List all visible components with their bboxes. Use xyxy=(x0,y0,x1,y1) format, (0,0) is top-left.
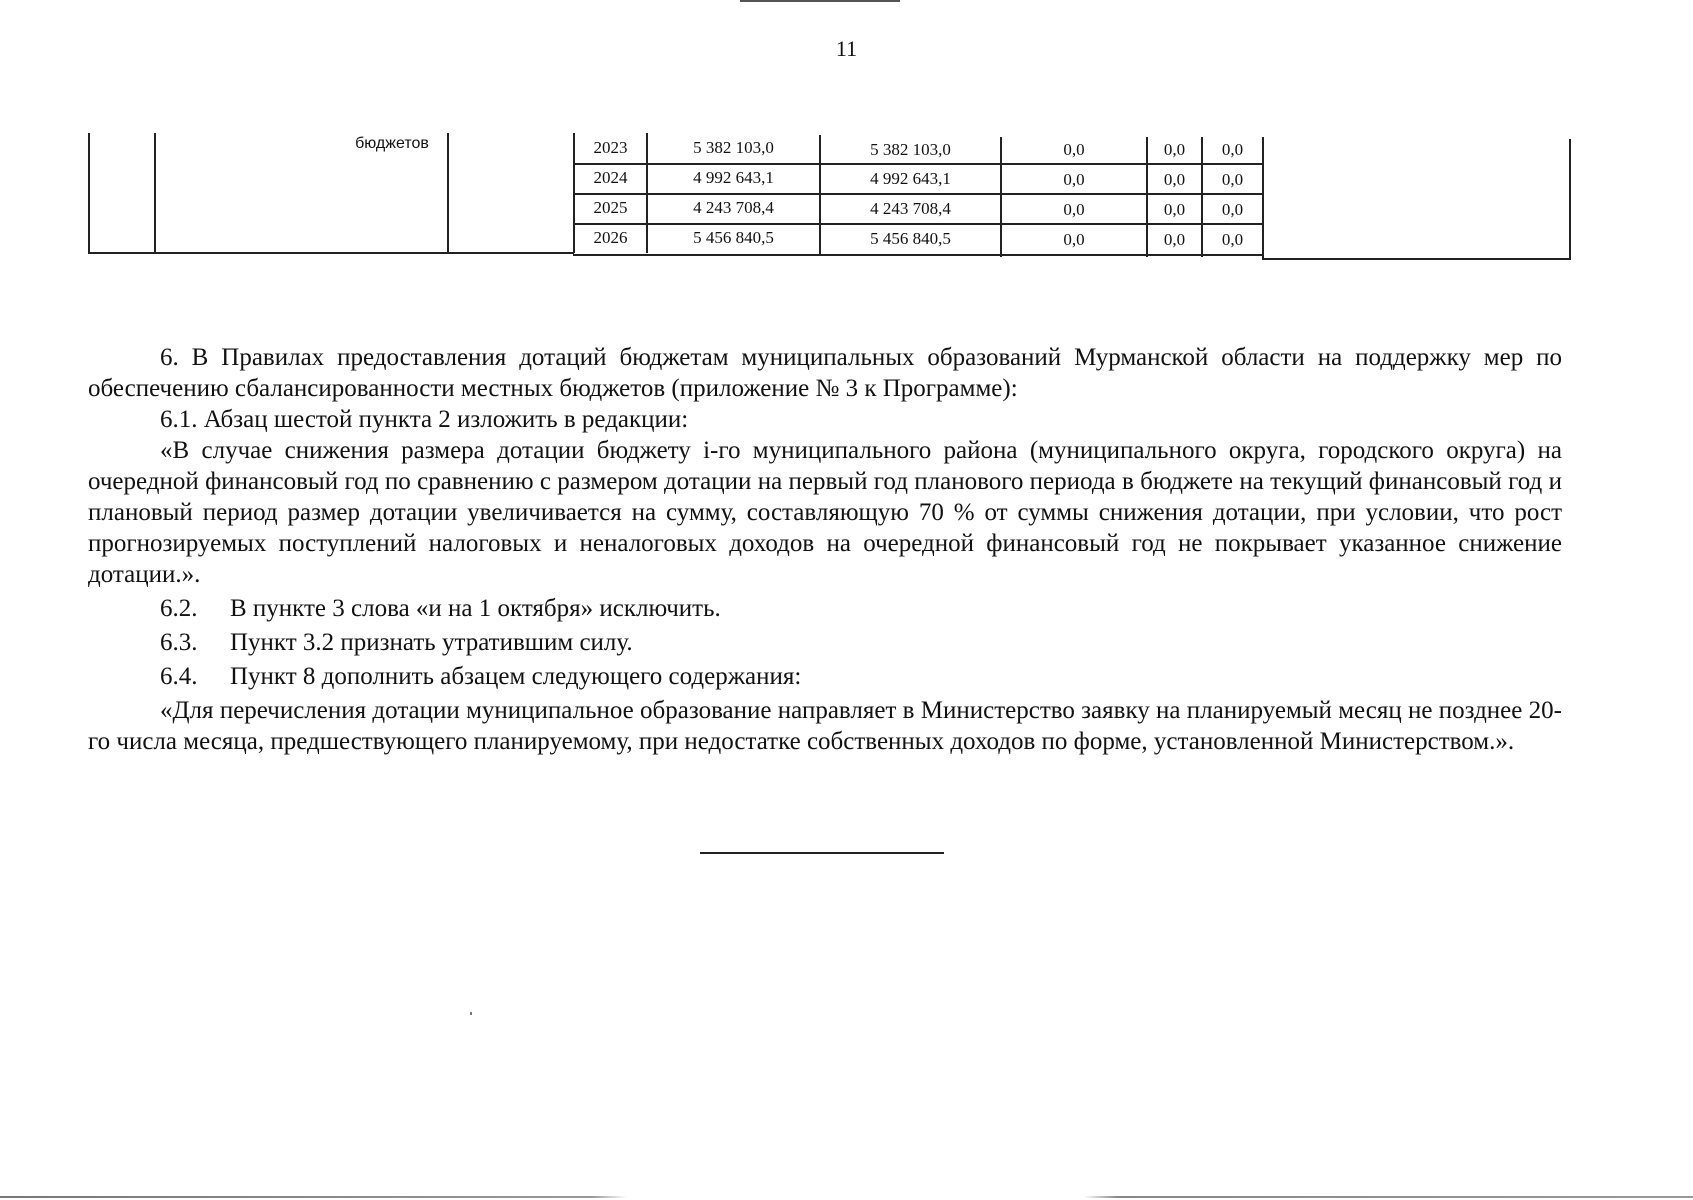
year-cell: 2023 xyxy=(593,138,628,157)
amount-cell: 0,0 xyxy=(1163,230,1186,249)
paragraph-6-1: 6.1. Абзац шестой пункта 2 изложить в редакции: xyxy=(160,406,689,433)
year-cell: 2024 xyxy=(593,168,628,187)
item-text: Пункт 3.2 признать утратившим силу. xyxy=(230,629,633,656)
item-text: Пункт 8 дополнить абзацем следующего содержания: xyxy=(230,663,802,690)
table-border-bottom xyxy=(1262,258,1571,260)
total-cell: 4 992 643,1 xyxy=(693,168,774,187)
amount-cell: 0,0 xyxy=(1221,170,1244,189)
total-cell: 5 382 103,0 xyxy=(693,138,774,157)
amount-cell: 0,0 xyxy=(1063,230,1085,249)
item-number: 6.4. xyxy=(160,663,198,690)
end-of-text-rule xyxy=(700,852,944,854)
amendment-text xyxy=(88,342,1562,757)
item-number: 6.3. xyxy=(160,629,198,656)
amount-cell: 0,0 xyxy=(1221,140,1244,159)
amount-cell: 0,0 xyxy=(1063,200,1085,219)
table-col-divider xyxy=(1262,137,1264,259)
amount-cell: 0,0 xyxy=(1063,140,1085,159)
page-number: 11 xyxy=(835,36,858,61)
total-cell: 5 456 840,5 xyxy=(693,228,774,247)
total-cell: 4 243 708,4 xyxy=(693,198,774,217)
budget-table xyxy=(88,133,1571,261)
table-border-bottom xyxy=(88,252,574,254)
amount-cell: 5 382 103,0 xyxy=(870,140,951,159)
year-cell: 2025 xyxy=(593,198,628,217)
paragraph-6-3 xyxy=(88,627,1562,658)
paragraph-6-4-quote: «Для перечисления дотации муниципальное образование направляет в Министерство заявку на планируемый месяц не позднее 20-го числа месяца, предшествующего планируемому, при недостатке собственных доходов по форме, установленной Министерством.». xyxy=(88,697,1562,755)
scan-speck xyxy=(470,1012,472,1015)
amount-cell: 0,0 xyxy=(1163,170,1186,189)
amount-cell: 0,0 xyxy=(1221,230,1244,249)
item-text: В пункте 3 слова «и на 1 октября» исключить. xyxy=(230,595,721,622)
paragraph-6-4 xyxy=(88,661,1562,692)
amount-cell: 0,0 xyxy=(1163,200,1186,219)
amount-cell: 4 992 643,1 xyxy=(870,169,951,188)
amount-cell: 0,0 xyxy=(1221,200,1244,219)
bottom-scan-edge xyxy=(0,1196,1693,1198)
top-scan-line xyxy=(740,0,900,2)
table-col-divider xyxy=(154,133,156,253)
amount-cell: 0,0 xyxy=(1063,170,1085,189)
amount-cell: 0,0 xyxy=(1163,140,1186,159)
table-border-right xyxy=(1569,139,1571,259)
table-border-left xyxy=(88,133,90,253)
paragraph-6: 6. В Правилах предоставления дотаций бюджетам муниципальных образований Мурманской области на поддержку мер по обеспечению сбалансированности местных бюджетов (приложение № 3 к Программе): xyxy=(88,344,1562,402)
paragraph-6-2 xyxy=(88,593,1562,624)
row-label: бюджетов xyxy=(355,135,429,152)
paragraph-6-1-quote: «В случае снижения размера дотации бюджету i-го муниципального района (муниципального округа, городского округа) на очередной финансовый год по сравнению с размером дотации на первый год планового периода в бюджете на текущий финансовый год и плановый период размер дотации увеличивается на сумму, составляющую 70 % от суммы снижения дотации, при условии, что рост прогнозируемых поступлений налоговых и неналоговых доходов на очередной финансовый год не покрывает указанное снижение дотации.». xyxy=(88,437,1562,588)
year-cell: 2026 xyxy=(593,228,628,247)
amount-cell: 5 456 840,5 xyxy=(870,229,951,248)
item-number: 6.2. xyxy=(160,595,198,622)
amount-cell: 4 243 708,4 xyxy=(870,199,951,218)
